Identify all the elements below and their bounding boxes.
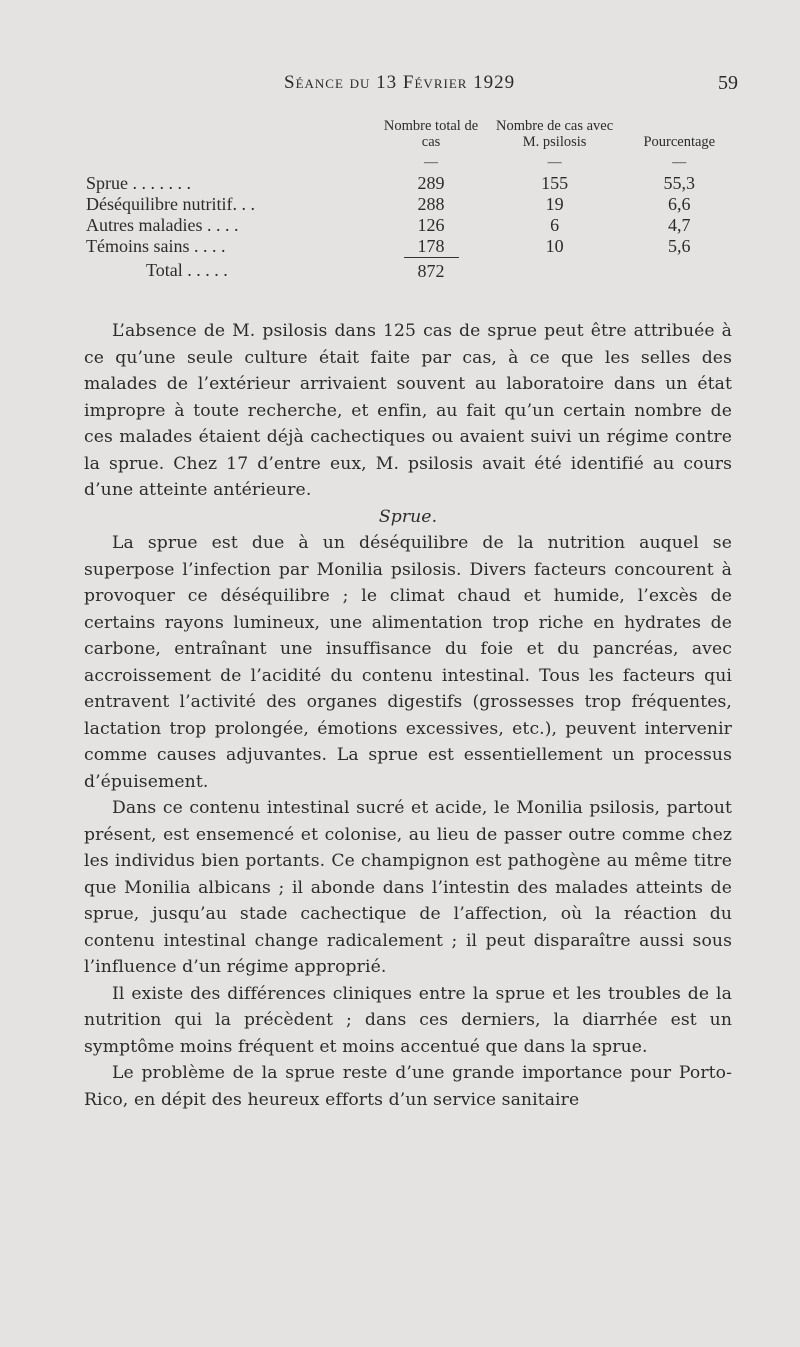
percentage-column-header: Pourcentage xyxy=(643,134,716,150)
row-percentage: 6,6 xyxy=(668,194,691,214)
row-label: Témoins sains . . . . xyxy=(86,236,226,256)
row-percentage: 5,6 xyxy=(668,236,691,256)
row-percentage: 4,7 xyxy=(668,215,691,235)
running-head xyxy=(0,72,800,102)
row-avec: 6 xyxy=(550,215,560,235)
table-row xyxy=(86,236,736,257)
row-total: 126 xyxy=(417,215,445,235)
paragraph: La sprue est due à un déséquilibre de la nutrition auquel se superpose l’infection par Monilia psilosis. Divers facteurs concourent à provoquer ce déséquilibre ; le climat chaud et humide, l’excès de certains rayons lumineux, une alimentation trop riche en hydrates de carbone, entraînant une insuffisance du foie et du pancréas, avec accroissement de l’acidité du contenu intestinal. Tous les facteurs qui entravent l’activité des organes digestifs (grossesses trop fréquentes, lactation trop prolongée, émotions excessives, etc.), peuvent intervenir comme causes adjuvantes. La sprue est essentiellement un processus d’épuisement. xyxy=(84,533,732,792)
row-avec: 19 xyxy=(545,194,564,214)
table-row xyxy=(86,215,736,236)
row-label: Autres maladies . . . . xyxy=(86,215,239,235)
table-total-row xyxy=(86,257,736,284)
section-heading: Sprue. xyxy=(378,506,438,527)
row-avec: 155 xyxy=(541,173,569,193)
paragraph: L’absence de M. psilosis dans 125 cas de sprue peut être attribuée à ce qu’une seule culture était faite par cas, à ce que les selles des malades de l’extérieur arrivaient souvent au laboratoire dans un état impropre à toute recherche, et enfin, au fait qu’un certain nombre de ces malades étaient déjà cachectiques ou avaient suivi un régime contre la sprue. Chez 17 d’entre eux, M. psilosis avait été identifié au cours d’une atteinte antérieure. xyxy=(84,321,732,500)
total-label: Total . . . . . xyxy=(146,260,228,280)
running-title: Séance du 13 Février 1929 xyxy=(284,72,516,93)
row-avec: 10 xyxy=(545,236,564,256)
table-row xyxy=(86,173,736,194)
row-label: Déséquilibre nutritif. . . xyxy=(86,194,255,214)
label-column-header xyxy=(86,118,375,152)
row-label: Sprue . . . . . . . xyxy=(86,173,191,193)
paragraph: Le problème de la sprue reste d’une grande importance pour Porto-Rico, en dépit des heureux efforts d’un service sanitaire xyxy=(84,1063,732,1110)
row-total: 288 xyxy=(417,194,445,214)
total-column-header: Nombre total de cas xyxy=(383,118,479,150)
avec-column-header: Nombre de cas avec M. psilosis xyxy=(496,118,614,150)
page-number: 59 xyxy=(718,72,738,94)
row-total: 289 xyxy=(417,173,445,193)
paragraph: Il existe des différences cliniques entre la sprue et les troubles de la nutrition qui la précèdent ; dans ces derniers, la diarrhée est un symptôme moins fréquent et moins accentué que dans la sprue. xyxy=(84,983,732,1057)
total-value: 872 xyxy=(404,257,459,284)
table-row xyxy=(86,194,736,215)
row-percentage: 55,3 xyxy=(663,173,696,193)
header-rule-row: — — — xyxy=(424,155,687,170)
table-header-row xyxy=(86,118,736,152)
body-text xyxy=(84,318,732,1113)
statistics-table xyxy=(86,118,736,284)
paragraph: Dans ce contenu intestinal sucré et acide, le Monilia psilosis, partout présent, est ensemencé et colonise, au lieu de passer outre comme chez les individus bien portants. Ce champignon est pathogène au même titre que Monilia albicans ; il abonde dans l’intestin des malades atteints de sprue, jusqu’au stade cachectique de l’affection, où la réaction du contenu intestinal change radicalement ; il peut disparaître aussi sous l’influence d’un régime approprié. xyxy=(84,798,732,977)
row-total: 178 xyxy=(417,236,445,256)
